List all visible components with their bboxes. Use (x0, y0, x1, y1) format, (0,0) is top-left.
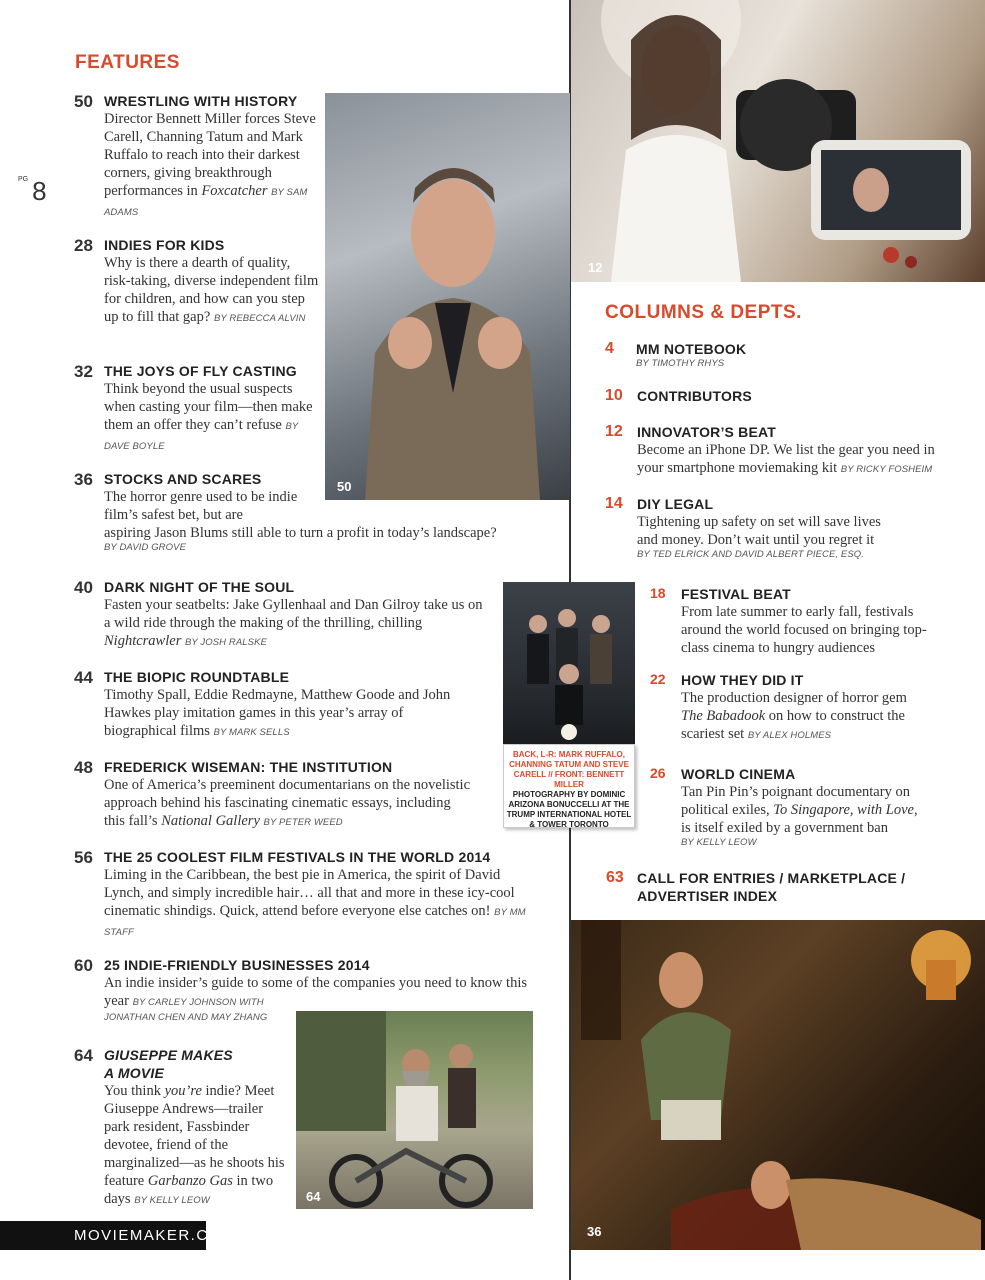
group-illustration (503, 582, 635, 745)
photo-caption: BACK, L-R: MARK RUFFALO, CHANNING TATUM AND STEVE CARELL // FRONT: BENNETT MILLER PHOTOGRAPHY BY DOMINIC ARIZONA BONUCCELLI AT THE TRUMP INTERNATIONAL HOTEL & TOWER TORONTO (503, 744, 635, 828)
column-item[interactable]: 4 MM NOTEBOOK BY TIMOTHY RHYS (605, 340, 747, 369)
feature-item[interactable]: 50 WRESTLING WITH HISTORY Director Bennett Miller forces Steve Carell, Channing Tatum and Mark Ruffalo to reach into their darkest corners, giving breakthrough performances in Foxcatcher BY SAM ADAMS (74, 92, 316, 218)
feature-item[interactable]: 28 INDIES FOR KIDS Why is there a dearth of quality, risk-taking, diverse independent film for children, and how can you step up to fill that gap? BY REBECCA ALVIN (74, 236, 319, 325)
column-item[interactable]: 14 DIY LEGAL Tightening up safety on set will save lives and money. Don’t wait until you regret it BY TED ELRICK AND DAVID ALBERT PIECE, ESQ. (605, 495, 881, 560)
iphone-illustration (571, 0, 985, 282)
feature-item[interactable]: 40 DARK NIGHT OF THE SOUL Fasten your seatbelts: Jake Gyllenhaal and Dan Gilroy take us on a wild ride through the making of the thrilling, chilling Nightcrawler BY JOSH RALSKE (74, 578, 483, 649)
feature-item[interactable]: 44 THE BIOPIC ROUNDTABLE Timothy Spall, Eddie Redmayne, Matthew Goode and John Hawkes play imitation games in this year’s array of biographical films BY MARK SELLS (74, 668, 451, 739)
feature-item[interactable]: 56 THE 25 COOLEST FILM FESTIVALS IN THE WORLD 2014 Liming in the Caribbean, the best pie in America, the spirit of David Lynch, and simply incredible hair… all that and more in these icy-cool cinematic shindigs. Quick, attend before everyone else catches on! BY MM STAFF (74, 848, 526, 938)
group-photo (503, 582, 635, 745)
page-number: $^{PG}$ 8 (18, 176, 47, 206)
photo-page-label: 12 (588, 260, 603, 275)
photo-page-label: 36 (587, 1224, 602, 1239)
iphone-photo (571, 0, 985, 282)
bike-illustration (296, 1011, 533, 1209)
column-item[interactable]: 63 CALL FOR ENTRIES / MARKETPLACE / ADVERTISER INDEX (606, 869, 906, 904)
features-heading: FEATURES (75, 52, 180, 73)
feature-item[interactable]: 48 FREDERICK WISEMAN: THE INSTITUTION One of America’s preeminent documentarians on the novelistic approach behind his fascinating cinematic essays, including this fall’s National Gallery BY PETER WEED (74, 758, 471, 829)
bike-photo (296, 1011, 533, 1209)
site-footer[interactable]: MOVIEMAKER.COM (0, 1221, 206, 1250)
feature-item[interactable]: 32 THE JOYS OF FLY CASTING Think beyond the usual suspects when casting your film—then make them an offer they can’t refuse BY DAVE BOYLE (74, 362, 313, 452)
carell-illustration (325, 93, 570, 500)
photo-page-label: 50 (337, 479, 352, 494)
feature-item[interactable]: 64 GIUSEPPE MAKES A MOVIE You think you’re indie? Meet Giuseppe Andrews—trailer park resident, Fassbinder devotee, friend of the marginalized—as he shoots his feature Garbanzo Gas in two days BY KELLY LEOW (74, 1046, 285, 1207)
carell-photo (325, 93, 570, 500)
column-item[interactable]: 22 HOW THEY DID IT The production designer of horror gem The Babadook on how to construct the scariest set BY ALEX HOLMES (650, 671, 907, 742)
feature-item[interactable]: 36 STOCKS AND SCARES The horror genre used to be indie film’s safest bet, but are aspiring Jason Blums still able to turn a profit in today’s landscape? BY DAVID GROVE (74, 470, 497, 553)
column-item[interactable]: 26 WORLD CINEMA Tan Pin Pin’s poignant documentary on political exiles, To Singapore, with Love, is itself exiled by a government ban BY KELLY LEOW (650, 765, 918, 848)
columns-heading: COLUMNS & DEPTS. (605, 302, 802, 323)
horror-set-illustration (571, 920, 985, 1250)
photo-page-label: 64 (306, 1189, 321, 1204)
column-item[interactable]: 12 INNOVATOR’S BEAT Become an iPhone DP. We list the gear you need in your smartphone moviemaking kit BY RICKY FOSHEIM (605, 423, 935, 476)
column-item[interactable]: 10 CONTRIBUTORS (605, 387, 752, 404)
column-item[interactable]: 18 FESTIVAL BEAT From late summer to early fall, festivals around the world focused on bringing top-class cinema to hungry audiences (650, 585, 927, 656)
horror-set-photo (571, 920, 985, 1250)
feature-item[interactable]: 60 25 INDIE-FRIENDLY BUSINESSES 2014 An indie insider’s guide to some of the companies you need to know this year BY CARLEY JOHNSON WITH JONATHAN CHEN AND MAY ZHANG (74, 956, 527, 1023)
